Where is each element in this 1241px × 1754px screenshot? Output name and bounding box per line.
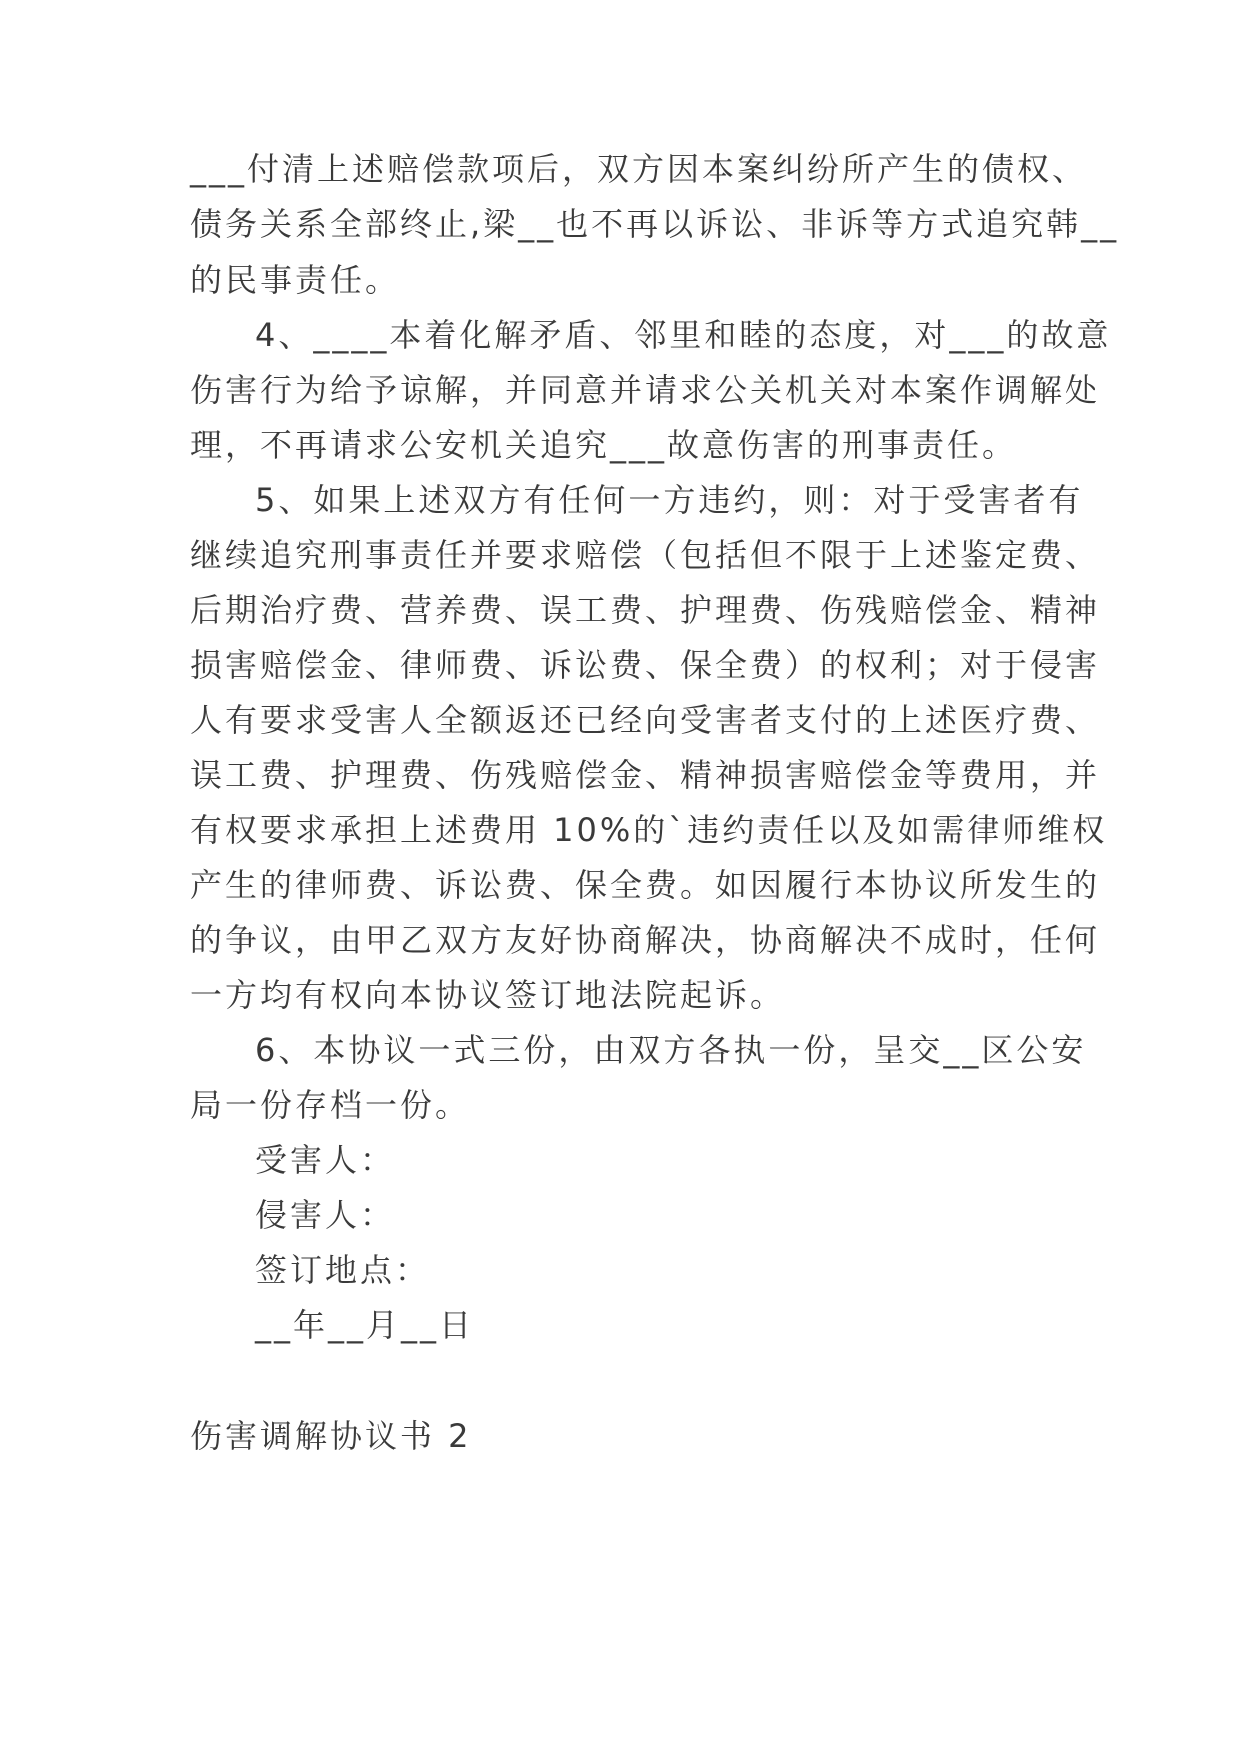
paragraph-line: 有权要求承担上述费用 10%的`违约责任以及如需律师维权	[190, 811, 1108, 849]
paragraph-line: 产生的律师费、诉讼费、保全费。如因履行本协议所发生的	[190, 866, 1101, 904]
paragraph-line: 5、如果上述双方有任何一方违约，则：对于受害者有	[255, 481, 1084, 519]
paragraph-line: 误工费、护理费、伤残赔偿金、精神损害赔偿金等费用，并	[190, 756, 1101, 794]
paragraph-line: 损害赔偿金、律师费、诉讼费、保全费）的权利；对于侵害	[190, 646, 1101, 684]
paragraph-line: 的争议，由甲乙双方友好协商解决，协商解决不成时，任何	[190, 921, 1101, 959]
paragraph-line: 继续追究刑事责任并要求赔偿（包括但不限于上述鉴定费、	[190, 536, 1101, 574]
paragraph-line: 6、本协议一式三份，由双方各执一份，呈交__区公安	[255, 1031, 1087, 1069]
paragraph-line: 的民事责任。	[190, 261, 401, 299]
paragraph-line: 4、____本着化解矛盾、邻里和睦的态度，对___的故意	[255, 316, 1112, 354]
date-line: __年__月__日	[255, 1306, 475, 1344]
paragraph-line: 一方均有权向本协议签订地法院起诉。	[190, 976, 786, 1014]
section-title: 伤害调解协议书 2	[190, 1417, 472, 1455]
paragraph-line: ___付清上述赔偿款项后，双方因本案纠纷所产生的债权、	[190, 150, 1088, 188]
signing-location-label: 签订地点：	[255, 1251, 431, 1289]
paragraph-line: 局一份存档一份。	[190, 1086, 471, 1124]
paragraph-line: 理，不再请求公安机关追究___故意伤害的刑事责任。	[190, 426, 1018, 464]
signature-offender-label: 侵害人：	[255, 1196, 396, 1234]
paragraph-line: 债务关系全部终止,梁__也不再以诉讼、非诉等方式追究韩__	[190, 205, 1120, 243]
signature-victim-label: 受害人：	[255, 1141, 396, 1179]
paragraph-line: 人有要求受害人全额返还已经向受害者支付的上述医疗费、	[190, 701, 1101, 739]
paragraph-line: 伤害行为给予谅解，并同意并请求公关机关对本案作调解处	[190, 371, 1101, 409]
paragraph-line: 后期治疗费、营养费、误工费、护理费、伤残赔偿金、精神	[190, 591, 1101, 629]
